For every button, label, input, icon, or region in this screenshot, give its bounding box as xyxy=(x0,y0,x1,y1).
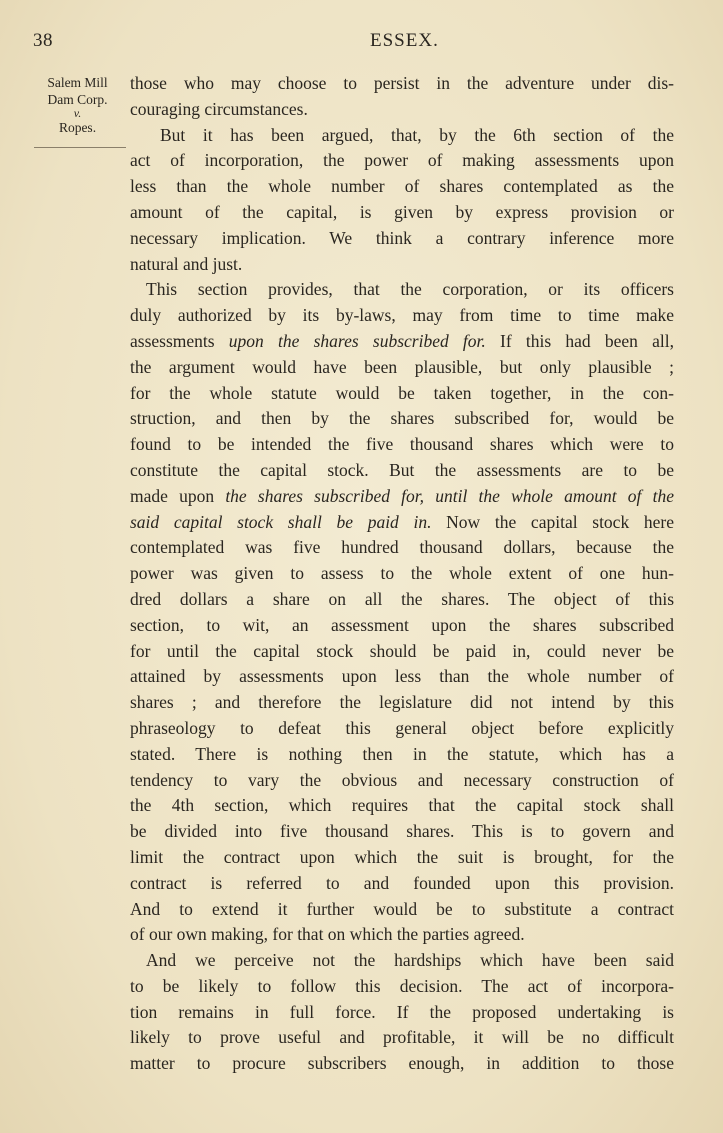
text-line: duly authorized by its by-laws, may from time to time make xyxy=(130,305,674,326)
text-line: contemplated was five hundred thousand dollars, because the xyxy=(130,537,674,558)
text-line: matter to procure subscribers enough, in addition to those xyxy=(130,1053,674,1074)
text-line: attained by assessments upon less than the whole number of xyxy=(130,666,674,687)
text-line: found to be intended the five thousand shares which were to xyxy=(130,434,674,455)
text-line: made upon the shares subscribed for, until the whole amount of the xyxy=(130,485,675,506)
margin-divider xyxy=(34,147,126,148)
text-line: This section provides, that the corporation, or its officers xyxy=(146,279,674,300)
text-line: dred dollars a share on all the shares. The object of this xyxy=(130,588,674,609)
text-line: to be likely to follow this decision. The act of incorpora- xyxy=(130,975,674,996)
text-line: constitute the capital stock. But the assessments are to be xyxy=(130,459,674,480)
text-line: But it has been argued, that, by the 6th section of the xyxy=(160,124,674,145)
body-text xyxy=(130,71,674,1077)
page-header xyxy=(0,30,723,54)
page-number: 38 xyxy=(33,30,53,51)
running-head: ESSEX. xyxy=(370,30,439,51)
text-line: struction, and then by the shares subscribed for, would be xyxy=(130,408,674,429)
margin-note-line: Ropes. xyxy=(58,120,97,135)
text-line: for until the capital stock should be paid in, could never be xyxy=(130,640,674,661)
margin-note-line: Dam Corp. xyxy=(47,92,108,107)
margin-note-versus: v. xyxy=(73,106,82,120)
text-line: power was given to assess to the whole extent of one hun- xyxy=(130,563,674,584)
text-line: shares ; and therefore the legislature did not intend by this xyxy=(130,692,674,713)
text-line: And to extend it further would be to substitute a contract xyxy=(130,898,674,919)
text-line: stated. There is nothing then in the statute, which has a xyxy=(130,743,674,764)
text-line: tendency to vary the obvious and necessary construction of xyxy=(130,769,674,790)
text-line: necessary implication. We think a contrary inference more xyxy=(130,227,674,248)
text-line: for the whole statute would be taken together, in the con- xyxy=(130,382,674,403)
text-line: limit the contract upon which the suit is brought, for the xyxy=(130,846,674,867)
text-line: contract is referred to and founded upon this provision. xyxy=(130,872,674,893)
text-line: those who may choose to persist in the adventure under dis- xyxy=(130,73,674,93)
text-line: likely to prove useful and profitable, it will be no difficult xyxy=(130,1027,674,1048)
text-line: couraging circumstances. xyxy=(130,98,308,119)
text-line: the 4th section, which requires that the capital stock shall xyxy=(130,795,674,816)
text-line: act of incorporation, the power of making assessments upon xyxy=(130,150,674,171)
text-line: assessments upon the shares subscribed for. If this had been all, xyxy=(130,330,674,351)
text-line: phraseology to defeat this general object before explicitly xyxy=(130,717,674,738)
text-line: section, to wit, an assessment upon the shares subscribed xyxy=(130,614,674,635)
text-line: And we perceive not the hardships which have been said xyxy=(146,950,674,971)
text-line: of our own making, for that on which the parties agreed. xyxy=(130,924,525,945)
text-line: the argument would have been plausible, but only plausible ; xyxy=(130,356,674,377)
text-line: natural and just. xyxy=(130,253,243,274)
text-line: said capital stock shall be paid in. Now the capital stock here xyxy=(130,511,674,532)
margin-case-note xyxy=(30,74,125,136)
text-line: less than the whole number of shares contemplated as the xyxy=(130,176,674,197)
text-line: be divided into five thousand shares. This is to govern and xyxy=(130,821,674,842)
margin-note-line: Salem Mill xyxy=(47,75,108,90)
text-line: tion remains in full force. If the proposed undertaking is xyxy=(130,1001,674,1022)
text-line: amount of the capital, is given by express provision or xyxy=(130,201,674,222)
